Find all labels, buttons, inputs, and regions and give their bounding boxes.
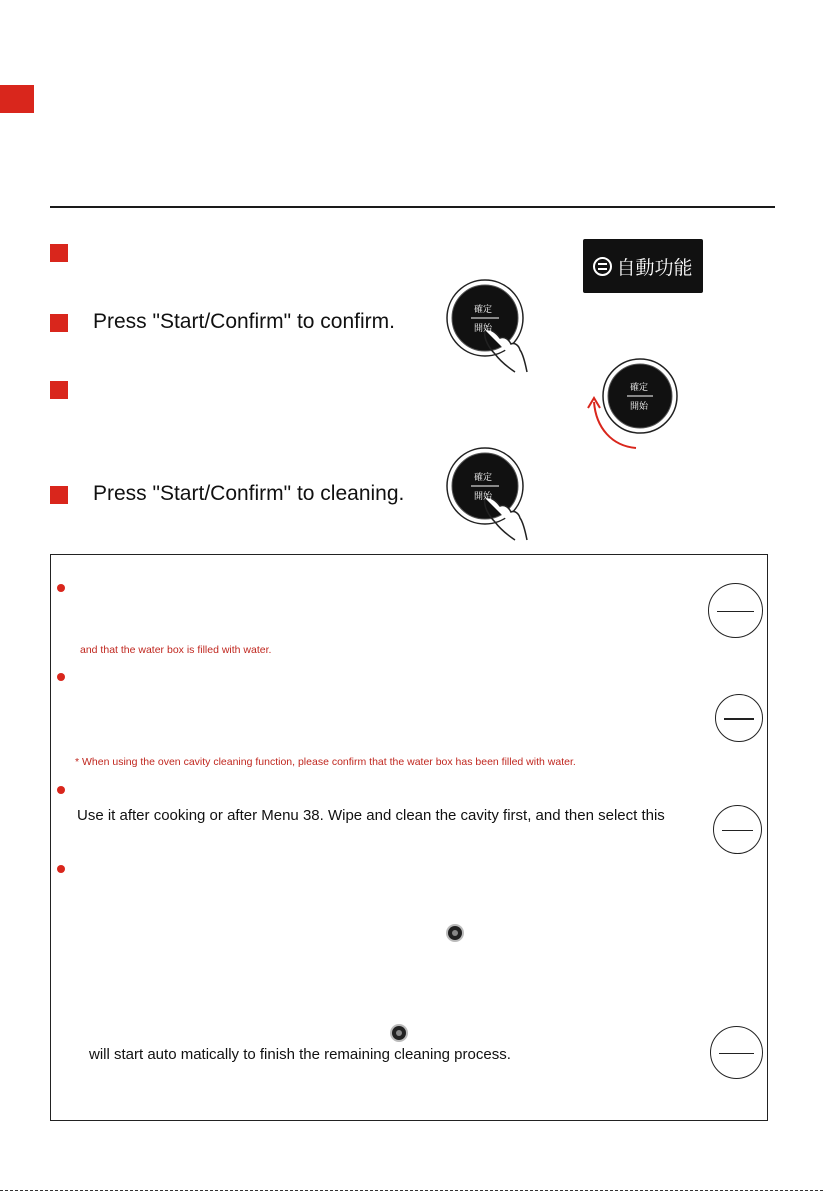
start-confirm-knob-press-2[interactable] xyxy=(445,446,530,541)
step-4-text: Press "Start/Confirm" to cleaning. xyxy=(93,482,405,505)
knob-bottom-label: 開始 xyxy=(474,323,493,333)
start-icon xyxy=(448,926,462,940)
knob-top-label: 確定 xyxy=(474,304,493,314)
note-3-disc xyxy=(713,805,762,854)
note-2-disc xyxy=(715,694,763,742)
step-2-text: Press "Start/Confirm" to confirm. xyxy=(93,310,395,333)
note-4-text: will start auto matically to finish the remaining cleaning process. xyxy=(89,1046,511,1063)
step-3-bullet xyxy=(50,381,68,399)
knob-top-label: 確定 xyxy=(630,382,649,392)
page-bottom-edge xyxy=(0,1190,823,1191)
start-confirm-knob-rotate[interactable] xyxy=(578,358,683,453)
step-1-bullet xyxy=(50,244,68,262)
note-4-dot xyxy=(57,865,65,873)
step-2-bullet xyxy=(50,314,68,332)
note-4-disc xyxy=(710,1026,763,1079)
knob-bottom-label: 開始 xyxy=(630,401,649,411)
knob-top-label: 確定 xyxy=(474,472,493,482)
knob-bottom-label: 開始 xyxy=(474,491,493,501)
note-2-dot xyxy=(57,673,65,681)
auto-function-button[interactable] xyxy=(583,239,703,293)
auto-function-label: 自動功能 xyxy=(616,257,693,279)
start-icon xyxy=(392,1026,406,1040)
note-2-red-text: * When using the oven cavity cleaning function, please confirm that the water box has been filled with water. xyxy=(75,756,576,768)
list-icon xyxy=(593,257,612,276)
note-3-text: Use it after cooking or after Menu 38. Wipe and clean the cavity first, and then select this xyxy=(77,807,665,824)
section-tab-marker xyxy=(0,85,34,113)
start-confirm-knob-press-1[interactable] xyxy=(445,278,530,373)
note-1-dot xyxy=(57,584,65,592)
notes-box xyxy=(50,554,768,1121)
note-3-dot xyxy=(57,786,65,794)
step-4-bullet xyxy=(50,486,68,504)
note-1-red-text: and that the water box is filled with water. xyxy=(80,644,272,656)
note-1-disc xyxy=(708,583,763,638)
header-divider xyxy=(50,206,775,208)
